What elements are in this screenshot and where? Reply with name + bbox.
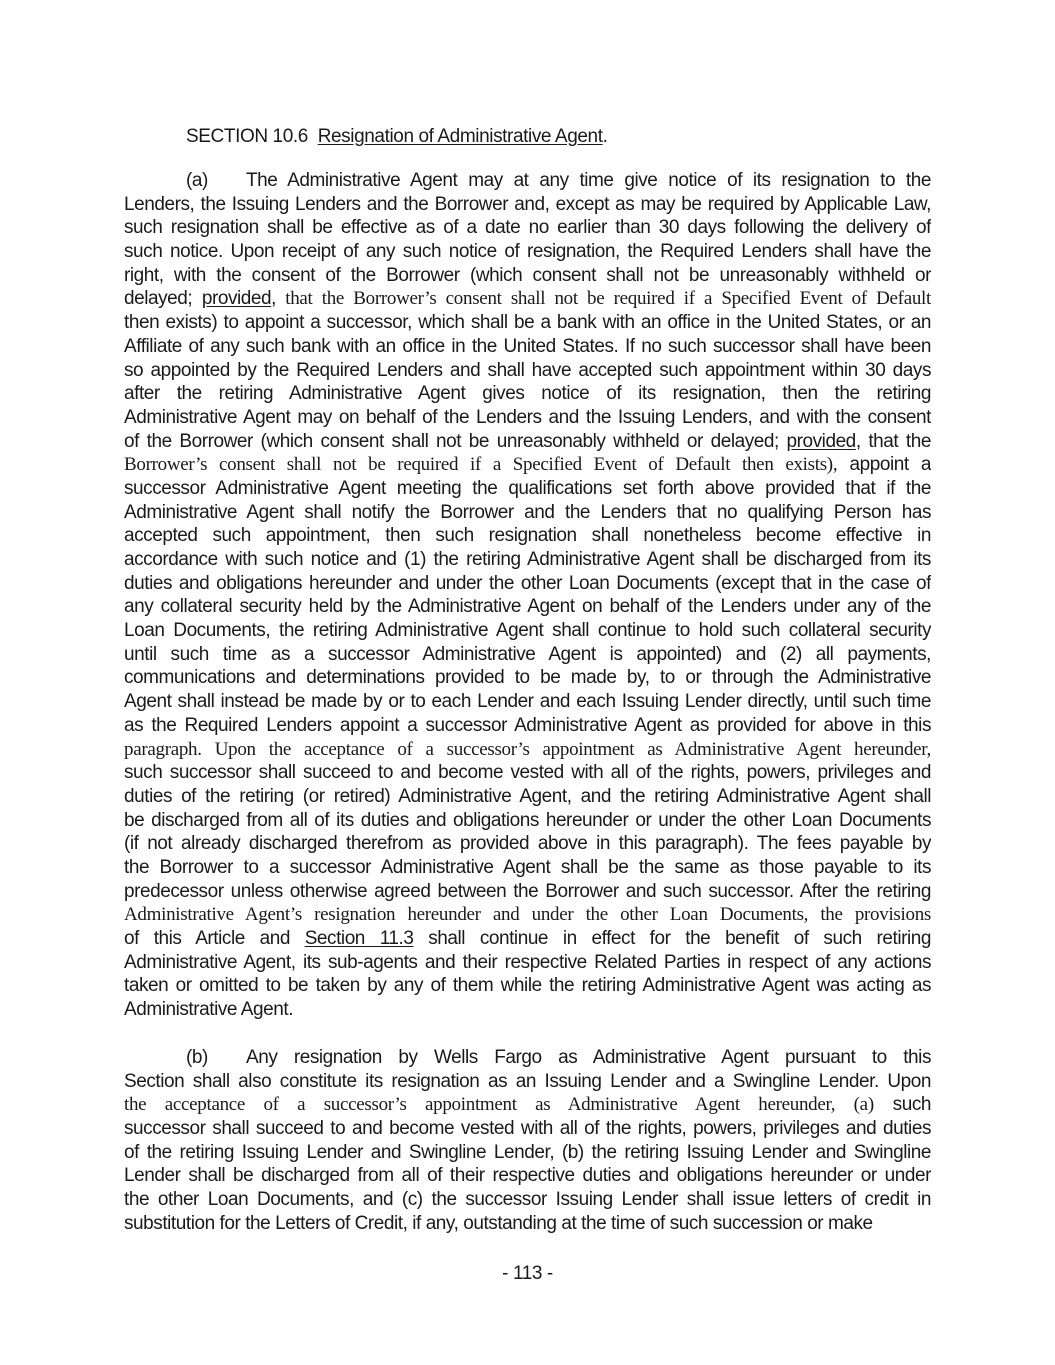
- text-line: such notice. Upon receipt of any such notice of resignation, the Required Lenders shall have the: [124, 241, 931, 263]
- text-line: accepted such appointment, then such resignation shall nonetheless become effective in: [124, 525, 931, 547]
- text-line: the other Loan Documents, and (c) the successor Issuing Lender shall issue letters of credit in: [124, 1189, 931, 1211]
- text-line: [124, 738, 931, 762]
- text-line: be discharged from all of its duties and obligations hereunder or under the other Loan Documents: [124, 809, 931, 831]
- text-line: the acceptance of a successor’s appointment as Administrative Agent hereunder, (a) such: [124, 1094, 931, 1116]
- text-line: then exists) to appoint a successor, which shall be a bank with an office in the United States, or an: [124, 312, 931, 334]
- text-line: Affiliate of any such bank with an office in the United States. If no such successor shall have been: [124, 335, 931, 357]
- page-number: - 113 -: [502, 1263, 553, 1284]
- text-line: such successor shall succeed to and become vested with all of the rights, powers, privileges and: [124, 762, 931, 784]
- serif-text-run: Borrower’s consent shall not be required if a Specified Event of Default then exists),: [124, 454, 838, 476]
- text-line: duties and obligations hereunder and under the other Loan Documents (except that in the case of: [124, 572, 931, 594]
- text-line: Loan Documents, the retiring Administrative Agent shall continue to hold such collateral security: [124, 620, 931, 642]
- paragraph-a: [124, 169, 931, 1022]
- section-number: SECTION 10.6: [186, 126, 308, 147]
- text-line: taken or omitted to be taken by any of them while the retiring Administrative Agent was acting as: [124, 975, 931, 997]
- text-line: Administrative Agent shall notify the Borrower and the Lenders that no qualifying Person has: [124, 501, 931, 523]
- text-line: delayed; provided, that the Borrower’s consent shall not be required if a Specified Event of Default: [124, 288, 931, 310]
- text-line: Agent shall instead be made by or to each Lender and each Issuing Lender directly, until such time: [124, 691, 931, 713]
- text-line: Lender shall be discharged from all of their respective duties and obligations hereunder or under: [124, 1165, 931, 1187]
- text-line: Administrative Agent may on behalf of the Lenders and the Issuing Lenders, and with the consent: [124, 406, 931, 428]
- text-line: substitution for the Letters of Credit, if any, outstanding at the time of such succession or make: [124, 1212, 873, 1234]
- text-line: until such time as a successor Administrative Agent is appointed) and (2) all payments,: [124, 643, 931, 665]
- text-line: any collateral security held by the Administrative Agent on behalf of the Lenders under any of the: [124, 596, 931, 618]
- text-line: [124, 903, 931, 927]
- cross-reference-link: provided: [786, 430, 856, 452]
- section-title: Resignation of Administrative Agent: [317, 126, 603, 147]
- text-line: successor Administrative Agent meeting the qualifications set forth above provided that if the: [124, 477, 931, 499]
- text-line: of the retiring Issuing Lender and Swingline Lender, (b) the retiring Issuing Lender and Swingline: [124, 1141, 931, 1163]
- text-line: such resignation shall be effective as of a date no earlier than 30 days following the delivery of: [124, 217, 931, 239]
- section-title-suffix: .: [602, 126, 608, 147]
- serif-text-run: the acceptance of a successor’s appointment as Administrative Agent hereunder, (a): [124, 1094, 874, 1116]
- text-line: right, with the consent of the Borrower (which consent shall not be unreasonably withheld or: [124, 264, 931, 286]
- text-line: Borrower’s consent shall not be required if a Specified Event of Default then exists), appoint a: [124, 454, 931, 476]
- serif-text-run: Administrative Agent’s resignation hereunder and under the other Loan Documents, the provisions: [124, 904, 931, 926]
- cross-reference-link: provided: [201, 288, 272, 310]
- text-line: Administrative Agent.: [124, 999, 294, 1021]
- serif-text-run: that the Borrower’s consent shall not be required if a Specified Event of Default: [275, 288, 931, 310]
- text-line: predecessor unless otherwise agreed between the Borrower and such successor. After the retiring: [124, 880, 931, 902]
- text-line: duties of the retiring (or retired) Administrative Agent, and the retiring Administrative Agent shall: [124, 785, 931, 807]
- section-heading: [186, 125, 607, 149]
- text-line: the Borrower to a successor Administrative Agent shall be the same as those payable to its: [124, 856, 931, 878]
- text-line: (b) Any resignation by Wells Fargo as Administrative Agent pursuant to this: [186, 1047, 931, 1068]
- cross-reference-link: Section 11.3: [304, 928, 414, 949]
- text-line: after the retiring Administrative Agent gives notice of its resignation, then the retiring: [124, 383, 931, 405]
- paragraph-label: (b): [186, 1047, 208, 1068]
- text-line: accordance with such notice and (1) the retiring Administrative Agent shall be discharged from its: [124, 549, 931, 570]
- text-line: (if not already discharged therefrom as provided above in this paragraph). The fees payable by: [124, 833, 931, 855]
- text-line: (a) The Administrative Agent may at any time give notice of its resignation to the: [186, 170, 931, 191]
- text-line: as the Required Lenders appoint a successor Administrative Agent as provided for above in this: [124, 714, 931, 736]
- text-line: Administrative Agent, its sub-agents and their respective Related Parties in respect of any actions: [124, 951, 931, 973]
- text-line: Lenders, the Issuing Lenders and the Borrower and, except as may be required by Applicable Law,: [124, 193, 931, 215]
- text-line: of the Borrower (which consent shall not be unreasonably withheld or delayed; provided, that the: [124, 430, 931, 452]
- text-line: Section shall also constitute its resignation as an Issuing Lender and a Swingline Lender. Upon: [124, 1070, 931, 1092]
- text-line: of this Article and Section 11.3 shall continue in effect for the benefit of such retiring: [124, 928, 931, 949]
- paragraph-b: [124, 1046, 931, 1236]
- text-line: communications and determinations provided to be made by, to or through the Administrative: [124, 667, 931, 689]
- paragraph-label: (a): [186, 170, 208, 191]
- text-line: successor shall succeed to and become vested with all of the rights, powers, privileges and duties: [124, 1118, 931, 1140]
- text-line: so appointed by the Required Lenders and shall have accepted such appointment within 30 days: [124, 359, 931, 381]
- serif-text-run: paragraph. Upon the acceptance of a successor’s appointment as Administrative Agent hereunder,: [124, 738, 931, 760]
